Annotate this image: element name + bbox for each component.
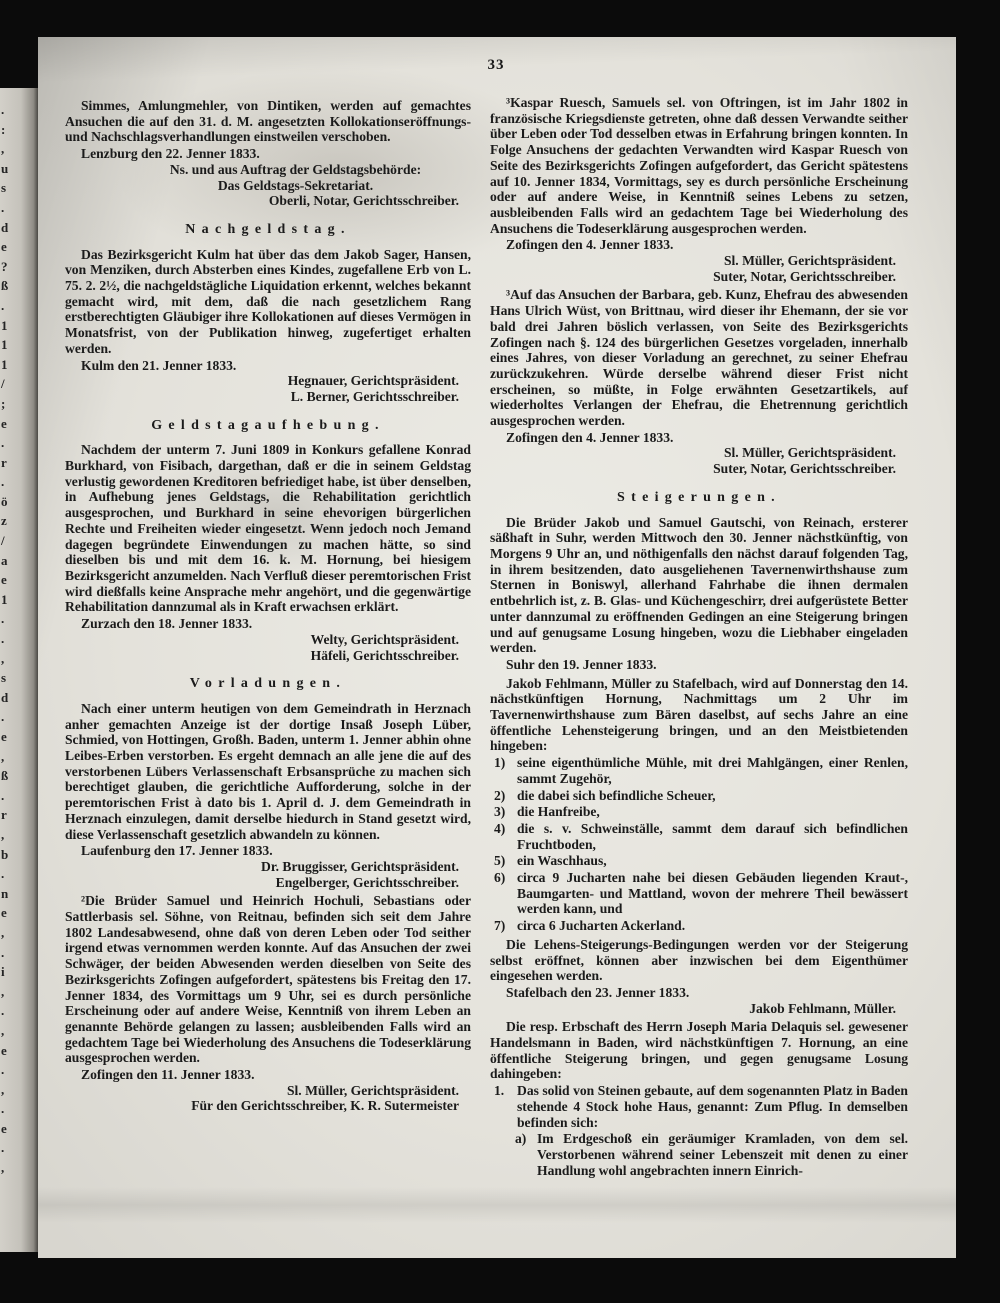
- date-line: Lenzburg den 22. Jenner 1833.: [81, 146, 260, 162]
- signature-line: Jakob Fehlmann, Müller.: [749, 1000, 896, 1016]
- list-marker: a): [515, 1131, 527, 1147]
- margin-fragment: .: [1, 1062, 5, 1078]
- signature-line: Häfeli, Gerichtsschreiber.: [310, 647, 459, 663]
- margin-fragment: .: [1, 631, 5, 647]
- signature-line: Sl. Müller, Gerichtspräsident.: [723, 253, 896, 269]
- paragraph: ²Die Brüder Samuel und Heinrich Hochuli, Sebastians oder Sattlerbasis sel. Söhne, von Reitnau, befinden sich seit dem Jahre 1802 Landesabwesend, ohne daß von deren Leben oder Tod seither irgend etwas vernommen werden konnte. Auf das Ansuchen der zwei Schwäger, der beiden Abwesenden werden dieselben von Seite des Bezirksgerichts Zofingen aufgefordert, spätestens bis Freitag den 17. Jenner 1834, des Vormittags um 9 Uhr, sei es durch persönliche Erscheinung oder auf andere Weise, Kenntniß von ihrem Leben an genannte Behörde gelangen zu lassen; ausbleibenden Falls wird an gedachtem Tage bei Wiederholung des Ansuchens die Todeserklärung ausgesprochen werden.: [65, 893, 471, 1066]
- signature-line: Dr. Bruggisser, Gerichtspräsident.: [261, 858, 459, 874]
- date-line: Kulm den 21. Jenner 1833.: [81, 357, 237, 373]
- margin-fragment: ?: [1, 258, 8, 274]
- margin-fragment: ,: [1, 1160, 5, 1176]
- paragraph: ³Kaspar Ruesch, Samuels sel. von Oftringen, ist im Jahr 1802 in französische Kriegsdienste getreten, ohne daß dessen Verwandte seither über Leben oder Tod desselben etwas in Erfahrung bringen konnten. In Folge Ansuchens der gedachten Verwandten wird Kaspar Ruesch von Seite des Bezirksgerichts Zofingen aufgefordert, das Gericht spätestens auf 10. Jenner 1834, Vormittags, sey es durch persönliche Erscheinung oder auf andere Weise, in Kenntniß seines Lebens zu setzen, ausbleibenden Falls wird an gedachtem Tage bei Wiederholung des Ansuchens die Todeserklärung ausgesprochen werden.: [490, 95, 908, 236]
- margin-fragment: /: [1, 533, 5, 549]
- list-marker: 2): [494, 787, 506, 803]
- list-text: die dabei sich befindliche Scheuer,: [517, 787, 716, 803]
- list-text: Im Erdgeschoß ein geräumiger Kramladen, von dem sel. Verstorbenen während seiner Lebenszeit mit denen zu einer Handlung wohl angebrachten innern Einrich-: [537, 1131, 908, 1178]
- margin-fragment: .: [1, 474, 5, 490]
- newspaper-page: [38, 37, 956, 1258]
- section-heading: Nachgeldstag.: [185, 221, 351, 237]
- margin-fragment: n: [1, 885, 9, 901]
- margin-fragment: /: [1, 376, 5, 392]
- margin-fragment: ,: [1, 748, 5, 764]
- margin-fragment: .: [1, 1101, 5, 1117]
- signature-line: Engelberger, Gerichtsschreiber.: [275, 874, 459, 890]
- margin-fragment: s: [1, 180, 7, 196]
- margin-fragment: ;: [1, 395, 6, 411]
- margin-fragment: :: [1, 121, 6, 137]
- signature-line: Sl. Müller, Gerichtspräsident.: [286, 1082, 459, 1098]
- list-marker: 6): [494, 870, 506, 886]
- section-heading: Vorladungen.: [189, 676, 347, 692]
- signature-line: Oberli, Notar, Gerichtsschreiber.: [268, 193, 459, 209]
- date-line: Zofingen den 4. Jenner 1833.: [506, 237, 674, 253]
- signature-line: L. Berner, Gerichtsschreiber.: [290, 388, 459, 404]
- margin-fragment: r: [1, 454, 7, 470]
- facing-page-strip: [0, 88, 38, 1252]
- margin-fragment: e: [1, 1042, 7, 1058]
- margin-fragment: e: [1, 905, 7, 921]
- right-column: [490, 92, 908, 1178]
- sub-list-item: [490, 1131, 908, 1178]
- list-marker: 5): [494, 853, 506, 869]
- list-item: [490, 755, 908, 786]
- margin-fragment: a: [1, 552, 8, 568]
- list-text: seine eigenthümliche Mühle, mit drei Mahlgängen, einer Renlen, sammt Zugehör,: [517, 755, 908, 786]
- margin-fragment: ß: [1, 278, 9, 294]
- margin-fragment: .: [1, 1003, 5, 1019]
- list-item: [490, 918, 908, 934]
- date-line: Zurzach den 18. Jenner 1833.: [81, 616, 253, 632]
- margin-fragment: e: [1, 729, 7, 744]
- date-line: Zofingen den 4. Jenner 1833.: [506, 429, 674, 445]
- margin-fragment: .: [1, 611, 5, 627]
- list-text: circa 9 Jucharten nahe bei diesen Gebäuden liegenden Kraut-, Baumgarten- und Mattland, wovon der mehrere Theil bewässert werden kann, und: [517, 870, 908, 917]
- margin-fragment: ,: [1, 826, 5, 842]
- list-text: circa 6 Jucharten Ackerland.: [517, 918, 686, 934]
- margin-fragment: .: [1, 1140, 5, 1156]
- list-item: [490, 1083, 908, 1130]
- paragraph: Nachdem der unterm 7. Juni 1809 in Konkurs gefallene Konrad Burkhard, von Fisibach, dargethan, daß er die in seinem Geldstag verlustig gewordenen Kreditoren befriediget habe, ist über denselben, in Aufhebung jenes Geldstags, die Rehabilitation gerichtlich ausgesprochen, und Burkhard in seine ehevorigen bürgerlichen Rechte und Freiheiten wieder eingesetzt. Wenn jedoch noch Jemand dagegen begründete Einwendungen zu machen hätte, so sind dieselben bis und mit dem 16. k. M. Hornung, bei hiesigem Bezirksgericht anzumelden. Nach Verfluß dieser peremtorischen Frist wird dießfalls keine Ansprache mehr angehört, und die gegenwärtige Rehabilitation dannzumal als in Kraft erwachsen erklärt.: [65, 442, 471, 615]
- list-text: ein Waschhaus,: [517, 853, 607, 869]
- margin-fragment: e: [1, 572, 7, 588]
- date-line: Suhr den 19. Jenner 1833.: [506, 656, 657, 672]
- margin-fragment: 1: [1, 591, 8, 607]
- signature-line: Für den Gerichtsschreiber, K. R. Sutermeister: [191, 1098, 459, 1114]
- margin-fragment: d: [1, 219, 9, 235]
- section-heading: Geldstagaufhebung.: [151, 417, 385, 433]
- signature-line: Sl. Müller, Gerichtspräsident.: [723, 445, 896, 461]
- paragraph: Das Bezirksgericht Kulm hat über das dem Jakob Sager, Hansen, von Menziken, durch Absterben eines Kindes, zugefallene Erb von L. 75. 2. 2½, die nachgeldstägliche Liquidation erkennt, welches bekannt gemacht wird, mit dem, daß die nach gesetzlichem Rang erstberechtigten Gläubiger ihre Kollokationen auf dieses Vermögen in Monatsfrist, von der Publikation hinweg, zugefertiget erhalten werden.: [65, 246, 471, 356]
- margin-fragment: ,: [1, 983, 5, 999]
- date-line: Laufenburg den 17. Jenner 1833.: [81, 843, 273, 859]
- margin-fragment: z: [1, 513, 7, 529]
- list-marker: 7): [494, 918, 506, 934]
- page-number: 33: [487, 57, 505, 73]
- margin-fragment: b: [1, 846, 9, 862]
- left-column: [65, 95, 471, 1114]
- list-text: die Hanfreibe,: [517, 804, 600, 820]
- margin-fragment: e: [1, 1120, 7, 1136]
- list-item: [490, 853, 908, 869]
- margin-fragment: ö: [1, 493, 8, 509]
- margin-fragment: 1: [1, 356, 8, 372]
- margin-fragment: .: [1, 709, 5, 725]
- date-line: Zofingen den 11. Jenner 1833.: [81, 1067, 255, 1083]
- margin-fragment: d: [1, 689, 9, 705]
- margin-fragment: .: [1, 102, 5, 117]
- margin-fragment: 1: [1, 317, 8, 333]
- margin-fragment: u: [1, 160, 9, 176]
- paragraph: Simmes, Amlungmehler, von Dintiken, werden auf gemachtes Ansuchen die auf den 31. d. M. angesetzten Kollokationseröffnungs- und Nachschlagsverhandlungen einstweilen verschoben.: [65, 98, 471, 145]
- margin-fragment: e: [1, 415, 7, 431]
- margin-fragment: ß: [1, 768, 9, 784]
- list-text: Das solid von Steinen gebaute, auf dem sogenannten Platz in Baden stehende 4 Stock hohe Haus, genannt: Zum Pflug. In demselben befinden sich:: [517, 1083, 908, 1130]
- margin-fragment: i: [1, 964, 5, 980]
- paragraph: Jakob Fehlmann, Müller zu Stafelbach, wird auf Donnerstag den 14. nächstkünftigen Hornung, Nachmittags um 2 Uhr im Tavernenwirthshause zum Bären daselbst, auf sechs Jahre an eine öffentliche Lehensteigerung bringen, und an den Meistbietenden hingeben:: [490, 675, 908, 754]
- margin-fragment: ,: [1, 141, 5, 157]
- margin-fragment: ,: [1, 1022, 5, 1038]
- margin-fragment: .: [1, 297, 5, 313]
- list-text: die s. v. Schweinställe, sammt dem darauf sich befindlichen Fruchtboden,: [517, 820, 908, 852]
- margin-fragment: ,: [1, 1081, 5, 1097]
- margin-fragment: ,: [1, 924, 5, 940]
- list-marker: 1): [494, 755, 506, 771]
- list-item: [490, 821, 908, 852]
- center-line: Das Geldstags-Sekretariat.: [217, 177, 374, 193]
- date-line: Stafelbach den 23. Jenner 1833.: [506, 984, 690, 1000]
- margin-fragment: .: [1, 944, 5, 960]
- signature-line: Suter, Notar, Gerichtsschreiber.: [713, 461, 896, 477]
- margin-fragment: s: [1, 670, 7, 686]
- paragraph: Nach einer unterm heutigen von dem Gemeindrath in Herznach anher gemachten Anzeige ist der dortige Insaß Joseph Lüber, Schmied, von Hottingen, Großh. Baden, unterm 1. Jenner abhin ohne Leibes-Erben verstorben. Es ergeht demnach an alle jene die auf des verstorbenen Lübers Verlassenschaft Erbsansprüche zu machen sich berechtiget glauben, die gerichtliche Aufforderung, solche in der peremtorischen Frist à dato bis 1. April d. J. dem Gemeindrath in Herznach einzulegen, damit derselbe hiedurch in Stand gesetzt wird, diese Verlassenschaft gesetzlich abwandeln zu können.: [65, 700, 471, 842]
- center-line: Ns. und aus Auftrag der Geldstagsbehörde:: [169, 161, 422, 177]
- list-marker: 1.: [494, 1083, 505, 1099]
- paragraph: Die Lehens-Steigerungs-Bedingungen werden vor der Steigerung selbst eröffnet, können aber inzwischen bei dem Eigenthümer eingesehen werden.: [490, 936, 908, 984]
- margin-fragment: .: [1, 435, 5, 451]
- paragraph: Die resp. Erbschaft des Herrn Joseph Maria Delaquis sel. gewesener Handelsmann in Baden, wird nächstkünftigen 7. Hornung, an eine öffentliche Steigerung bringen, und gegen genugsame Losung dahingeben:: [490, 1019, 908, 1082]
- signature-line: Suter, Notar, Gerichtsschreiber.: [713, 268, 896, 284]
- paragraph: ³Auf das Ansuchen der Barbara, geb. Kunz, Ehefrau des abwesenden Hans Ulrich Wüst, von Brittnau, wird dieser ihr Ehemann, der sie vor bald drei Jahren böslich verlassen, von Seite des Bezirksgerichts Zofingen nach §. 124 des bürgerlichen Gesetzes vorgeladen, innerhalb eines Jahres, von dieser Vorladung an gerechnet, zu seiner Ehefrau zurückzukehren. Würde derselbe während dieser Frist nicht erscheinen, so müßte, in Folge erwähnten Gesetzartikels, auf wiederholtes Verlangen der Ehefrau, die Ehetrennung gerichtlich ausgesprochen werden.: [490, 287, 908, 429]
- list-marker: 3): [494, 804, 506, 820]
- margin-fragment: .: [1, 199, 5, 215]
- margin-fragment: .: [1, 866, 5, 882]
- list-marker: 4): [494, 820, 506, 836]
- margin-fragment: r: [1, 807, 7, 823]
- list-item: [490, 788, 908, 804]
- section-heading: Steigerungen.: [617, 489, 781, 505]
- signature-line: Hegnauer, Gerichtspräsident.: [287, 373, 459, 389]
- margin-fragment: e: [1, 239, 7, 255]
- margin-fragment: ,: [1, 650, 5, 666]
- margin-fragment: .: [1, 787, 5, 803]
- margin-fragment: 1: [1, 337, 8, 353]
- signature-line: Welty, Gerichtspräsident.: [310, 631, 459, 647]
- list-item: [490, 870, 908, 917]
- paragraph: Die Brüder Jakob und Samuel Gautschi, von Reinach, ersterer säßhaft in Suhr, werden Mittwoch den 30. Jenner nächstkünftig, von Morgens 9 Uhr an, und nöthigenfalls den nächst darauf folgenden Tag, in ihrem besitzenden, dato ausgeliehenen Tavernenwirthshause zum Sternen in Boniswyl, allerhand Fahrhabe die ihnen dermalen entbehrlich ist, z. B. Glas- und Küchengeschirr, drei aufgerüstete Better unter dannzumal zu eröffnenden Gedingen an eine Steigerung bringen und auf genugsame Losung hingeben, wozu die Liebhaber eingeladen werden.: [490, 514, 908, 656]
- list-item: [490, 804, 908, 820]
